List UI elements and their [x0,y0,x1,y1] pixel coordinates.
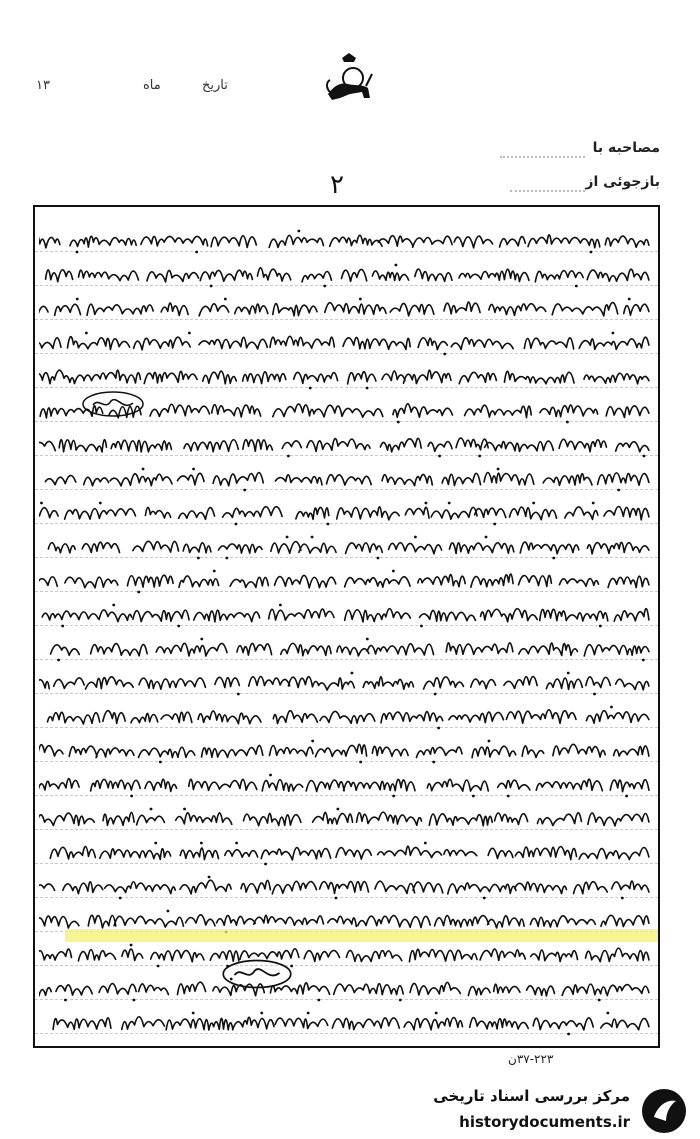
handwritten-line [39,735,654,765]
handwritten-line [39,327,654,357]
interrogation-of-label: بازجوئی از [585,174,660,190]
date-label: تاریخ [202,78,228,93]
circled-signature-bottom [221,957,293,991]
handwritten-line [39,259,654,289]
interrogation-dotted-line [510,190,585,192]
handwritten-line [39,871,654,901]
handwritten-line [39,497,654,527]
handwritten-line [39,293,654,323]
document-center-logo-icon [640,1087,688,1135]
center-name: مرکز بررسی اسناد تاریخی [433,1087,630,1105]
page-number: ۲ [330,170,344,200]
handwritten-line [39,565,654,595]
interview-dotted-line [500,156,585,158]
year-label: ۱۳ [36,78,50,93]
handwritten-line [39,973,654,1003]
reference-code: ۳۷-۲۲۳ن [508,1052,554,1066]
handwritten-line [39,803,654,833]
handwritten-line [39,837,654,867]
website-url: historydocuments.ir [459,1113,630,1131]
handwritten-body-frame [33,205,660,1048]
handwritten-line [39,633,654,663]
lion-and-sun-emblem-icon [320,52,378,110]
yellow-highlight-mark [65,929,660,942]
handwritten-line [39,1007,654,1037]
handwritten-line [39,939,654,969]
handwritten-line [39,667,654,697]
handwritten-line [39,225,654,255]
circled-signature [81,389,145,419]
handwritten-line [39,701,654,731]
handwritten-line [39,429,654,459]
month-label: ماه [143,78,161,93]
handwritten-line [39,599,654,629]
interview-with-label: مصاحبه با [592,140,660,156]
handwritten-line [39,769,654,799]
handwritten-line [39,361,654,391]
handwritten-line [39,463,654,493]
handwritten-line [39,531,654,561]
